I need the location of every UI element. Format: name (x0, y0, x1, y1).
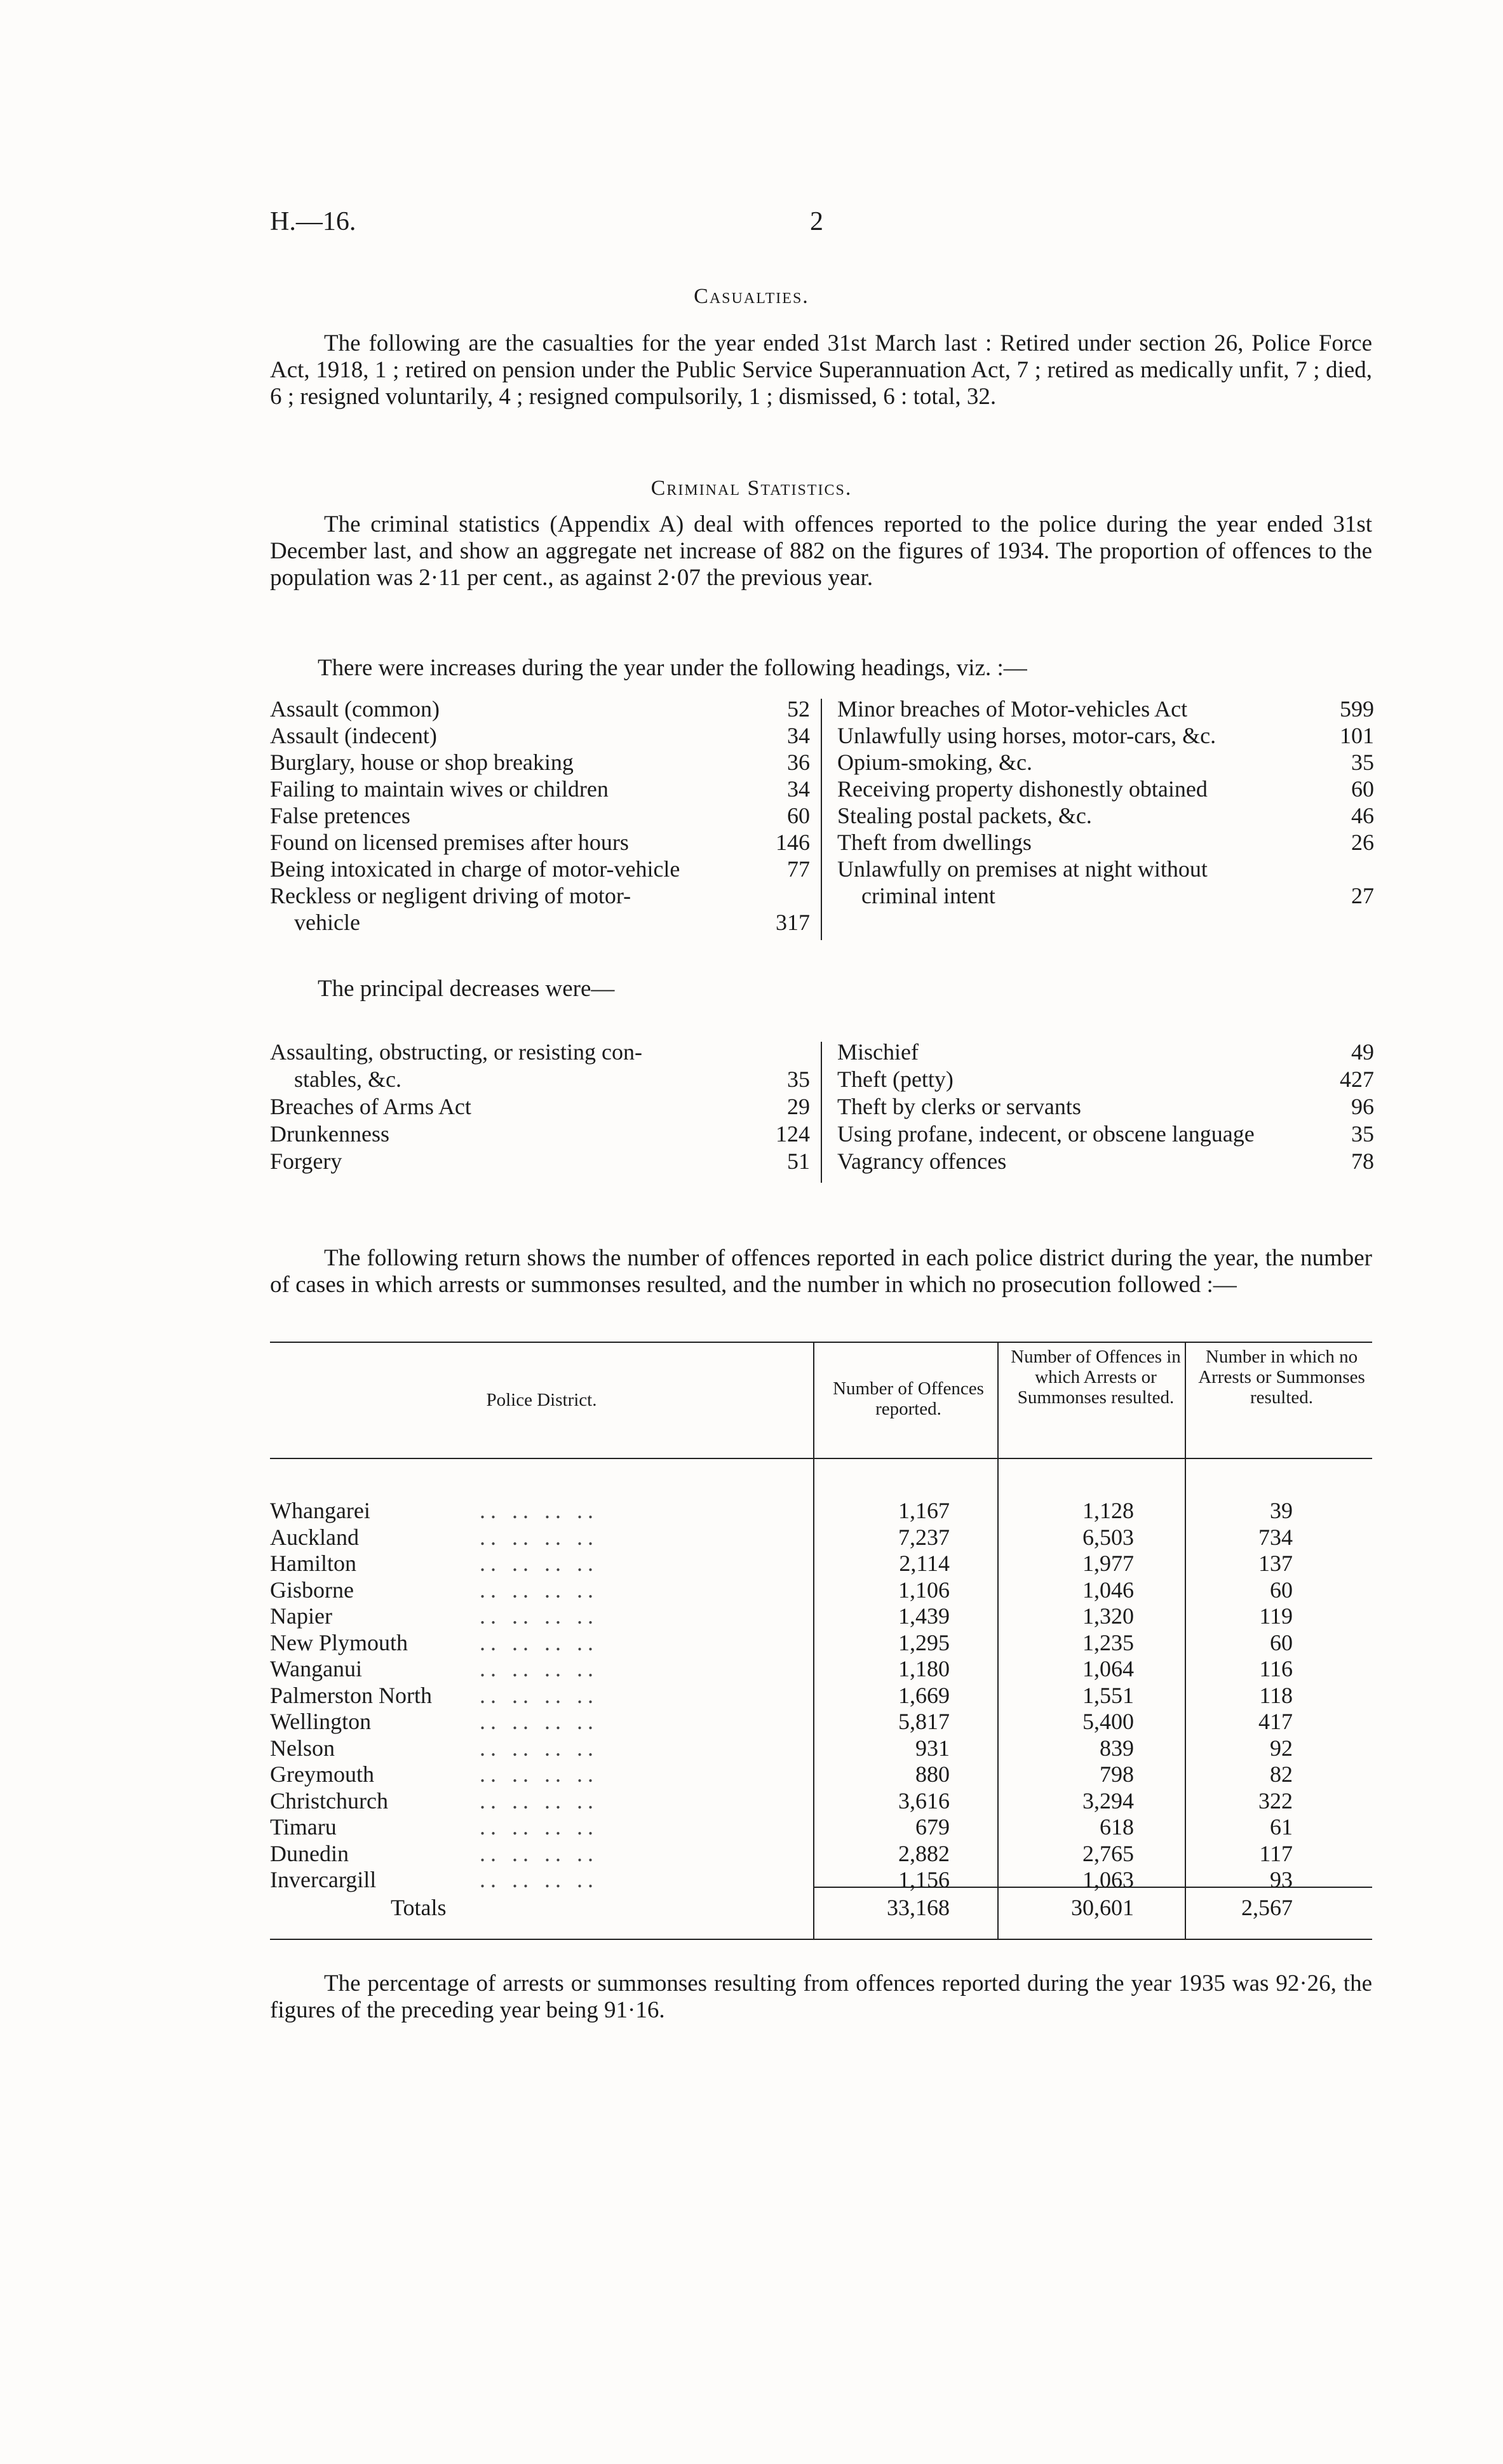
table-cell-no-arrests: 60 (1270, 1577, 1293, 1603)
table-cell-arrests: 1,064 (1082, 1656, 1134, 1681)
criminal-statistics-heading: Criminal Statistics. (650, 476, 853, 500)
table-cell-district: Napier (270, 1603, 332, 1629)
list-item-value: 60 (787, 803, 810, 828)
table-cell-reported: 1,106 (898, 1577, 950, 1603)
table-cell-arrests: 2,765 (1082, 1840, 1134, 1866)
decreases-right-list (837, 1039, 1374, 1191)
list-item-label: Mischief (837, 1039, 919, 1065)
table-cell-arrests: 1,046 (1082, 1577, 1134, 1603)
table-cell-district: Greymouth (270, 1761, 374, 1787)
table-cell-reported: 1,180 (898, 1656, 950, 1681)
list-item (837, 1121, 1374, 1147)
table-cell-no-arrests: 61 (1270, 1814, 1293, 1840)
table-cell-district: Invercargill (270, 1867, 377, 1892)
list-item-label: Failing to maintain wives or children (270, 776, 609, 802)
list-item (270, 1148, 810, 1175)
table-cell-district: Hamilton (270, 1551, 356, 1576)
table-cell-arrests: 1,977 (1082, 1551, 1134, 1576)
table-cell-reported: 1,156 (898, 1867, 950, 1892)
closing-paragraph: The percentage of arrests or summonses resulting from offences reported during the year 1935 was 92·26, the figures of the preceding year being 91·16. (270, 1970, 1372, 2023)
table-cell-reported: 1,669 (898, 1682, 950, 1708)
list-item-label: Using profane, indecent, or obscene language (837, 1121, 1255, 1147)
table-cell-no-arrests: 93 (1270, 1867, 1293, 1892)
table-cell-no-arrests: 137 (1258, 1551, 1293, 1576)
table-cell-district: Palmerston North (270, 1682, 432, 1708)
list-item (837, 1148, 1374, 1175)
list-item (270, 882, 810, 909)
list-item (837, 776, 1374, 802)
decreases-intro: The principal decreases were— (318, 976, 615, 1002)
table-cell-arrests: 1,320 (1082, 1603, 1134, 1629)
list-item (837, 802, 1374, 829)
table-cell-reported: 1,439 (898, 1603, 950, 1629)
table-cell-arrests: 1,128 (1082, 1498, 1134, 1523)
list-item-label-continued: vehicle (294, 910, 360, 935)
list-item-label: Theft by clerks or servants (837, 1094, 1081, 1119)
list-item-label: Minor breaches of Motor-vehicles Act (837, 696, 1188, 722)
table-cell-district: Wanganui (270, 1656, 363, 1681)
table-cell-arrests: 3,294 (1082, 1787, 1134, 1814)
list-item-value: 35 (1351, 750, 1374, 775)
table-cell-arrests: 1,551 (1082, 1682, 1134, 1708)
list-item (270, 1121, 810, 1147)
table-cell-district: Nelson (270, 1735, 335, 1761)
list-item (270, 829, 810, 856)
list-item-value: 49 (1351, 1039, 1374, 1065)
leader-dots: .. .. .. .. (480, 1787, 598, 1814)
leader-dots: .. .. .. .. (480, 1524, 598, 1550)
leader-dots: .. .. .. .. (480, 1761, 598, 1787)
list-item (270, 696, 810, 722)
list-item (270, 1039, 810, 1065)
list-item (270, 722, 810, 749)
list-item (837, 722, 1374, 749)
increases-left-list (270, 696, 810, 950)
leader-dots: .. .. .. .. (480, 1709, 598, 1734)
table-cell-no-arrests: 92 (1270, 1735, 1293, 1761)
list-item-value: 427 (1340, 1067, 1374, 1092)
list-item-value: 51 (787, 1148, 810, 1174)
table-cell-no-arrests: 118 (1259, 1682, 1293, 1708)
list-item-label: Opium-smoking, &c. (837, 750, 1032, 775)
list-item (270, 776, 810, 802)
list-item-label: Assault (indecent) (270, 723, 437, 748)
leader-dots: .. .. .. .. (480, 1867, 598, 1892)
totals-no-arrests: 2,567 (1241, 1895, 1293, 1920)
list-item (270, 1093, 810, 1120)
list-item-continued (837, 882, 1374, 909)
table-cell-arrests: 1,063 (1082, 1867, 1134, 1892)
table-cell-district: New Plymouth (270, 1629, 408, 1655)
page-ref: H.—16. (270, 207, 356, 236)
list-item-value: 27 (1351, 883, 1374, 908)
page-number: 2 (810, 207, 823, 236)
list-item (270, 749, 810, 776)
leader-dots: .. .. .. .. (480, 1603, 598, 1629)
list-item-value: 96 (1351, 1094, 1374, 1119)
list-item-value: 60 (1351, 776, 1374, 802)
table-cell-arrests: 5,400 (1082, 1709, 1134, 1734)
table-cell-reported: 1,167 (898, 1498, 950, 1523)
list-item (837, 696, 1374, 722)
list-item-value: 146 (776, 830, 810, 855)
table-cell-reported: 1,295 (898, 1629, 950, 1655)
criminal-statistics-paragraph: The criminal statistics (Appendix A) deal with offences reported to the police during the year ended 31st December last, and show an aggregate net increase of 882 on the figures of 1934. The proportion of offences to the population was 2·11 per cent., as against 2·07 the previous year. (270, 511, 1372, 591)
decreases-divider (821, 1042, 822, 1183)
list-item-label: Assaulting, obstructing, or resisting con- (270, 1039, 642, 1065)
table-cell-arrests: 798 (1100, 1761, 1134, 1787)
totals-arrests: 30,601 (1071, 1895, 1134, 1920)
table-cell-no-arrests: 39 (1270, 1498, 1293, 1523)
table-cell-reported: 7,237 (898, 1524, 950, 1550)
list-item (837, 829, 1374, 856)
list-item-label: Found on licensed premises after hours (270, 830, 629, 855)
list-item-label: Stealing postal packets, &c. (837, 803, 1092, 828)
table-cell-arrests: 1,235 (1082, 1629, 1134, 1655)
totals-label: Totals (391, 1895, 447, 1920)
table-cell-no-arrests: 116 (1259, 1656, 1293, 1681)
table-cell-district: Dunedin (270, 1840, 349, 1866)
header-police-district: Police District. (486, 1390, 597, 1410)
casualties-heading: Casualties. (694, 285, 809, 308)
list-item-label: Theft (petty) (837, 1067, 954, 1092)
table-body (270, 1334, 1372, 1944)
list-item-value: 317 (776, 910, 810, 935)
leader-dots: .. .. .. .. (480, 1682, 598, 1708)
table-cell-arrests: 839 (1100, 1735, 1134, 1761)
list-item-label-continued: criminal intent (861, 883, 995, 908)
table-cell-district: Wellington (270, 1709, 372, 1734)
offences-table (270, 1334, 1372, 1944)
leader-dots: .. .. .. .. (480, 1814, 598, 1840)
table-cell-arrests: 618 (1100, 1814, 1134, 1840)
list-item-value: 101 (1340, 723, 1374, 748)
table-cell-no-arrests: 734 (1258, 1524, 1293, 1550)
list-item-value: 599 (1340, 696, 1374, 722)
table-cell-no-arrests: 82 (1270, 1761, 1293, 1787)
table-cell-arrests: 6,503 (1082, 1524, 1134, 1550)
leader-dots: .. .. .. .. (480, 1577, 598, 1603)
table-cell-district: Auckland (270, 1524, 359, 1550)
list-item-value: 77 (787, 856, 810, 882)
list-item-label: Unlawfully on premises at night without (837, 856, 1208, 882)
increases-intro: There were increases during the year under the following headings, viz. :— (318, 655, 1027, 681)
table-cell-no-arrests: 117 (1259, 1840, 1293, 1866)
list-item-value: 35 (1351, 1121, 1374, 1147)
header-no-arrests: Number in which no Arrests or Summonses resulted. (1198, 1347, 1365, 1408)
list-item-label: Drunkenness (270, 1121, 389, 1147)
table-cell-reported: 2,114 (899, 1551, 950, 1576)
table-cell-district: Whangarei (270, 1498, 370, 1523)
list-item-value: 26 (1351, 830, 1374, 855)
leader-dots: .. .. .. .. (480, 1656, 598, 1681)
table-cell-reported: 5,817 (898, 1709, 950, 1734)
decreases-left-list (270, 1039, 810, 1191)
list-item-label: Theft from dwellings (837, 830, 1032, 855)
list-item-value: 35 (787, 1067, 810, 1092)
leader-dots: .. .. .. .. (480, 1629, 598, 1655)
table-cell-no-arrests: 417 (1258, 1709, 1293, 1734)
table-cell-reported: 679 (915, 1814, 950, 1840)
list-item (270, 802, 810, 829)
list-item-value: 46 (1351, 803, 1374, 828)
list-item-value: 78 (1351, 1148, 1374, 1174)
table-cell-district: Timaru (270, 1814, 337, 1840)
list-item-value: 52 (787, 696, 810, 722)
list-item-label-continued: stables, &c. (294, 1067, 401, 1092)
list-item (837, 856, 1374, 882)
table-cell-no-arrests: 60 (1270, 1629, 1293, 1655)
table-cell-district: Gisborne (270, 1577, 354, 1603)
list-item-value: 36 (787, 750, 810, 775)
table-cell-reported: 3,616 (898, 1787, 950, 1814)
table-cell-no-arrests: 322 (1258, 1787, 1293, 1814)
list-item-value: 34 (787, 723, 810, 748)
leader-dots: .. .. .. .. (480, 1498, 598, 1523)
header-offences-reported: Number of Offences reported. (833, 1378, 984, 1419)
list-item (837, 1039, 1374, 1065)
header-arrests-resulted: Number of Offences in which Arrests or Summonses resulted. (1011, 1347, 1181, 1408)
table-cell-no-arrests: 119 (1259, 1603, 1293, 1629)
table-cell-district: Christchurch (270, 1787, 388, 1814)
leader-dots: .. .. .. .. (480, 1735, 598, 1761)
list-item-continued (270, 1066, 810, 1093)
list-item-label: Assault (common) (270, 696, 440, 722)
list-item-label: Being intoxicated in charge of motor-vehicle (270, 856, 680, 882)
list-item-label: Forgery (270, 1148, 342, 1174)
return-intro-paragraph: The following return shows the number of offences reported in each police district during the year, the number of cases in which arrests or summonses resulted, and the number in which no prosecution followed :— (270, 1245, 1372, 1298)
list-item-label: Burglary, house or shop breaking (270, 750, 574, 775)
leader-dots: .. .. .. .. (480, 1840, 598, 1866)
table-cell-reported: 880 (915, 1761, 950, 1787)
list-item-label: Breaches of Arms Act (270, 1094, 471, 1119)
table-cell-reported: 931 (915, 1735, 950, 1761)
list-item (837, 1093, 1374, 1120)
list-item-label: Unlawfully using horses, motor-cars, &c. (837, 723, 1217, 748)
totals-reported: 33,168 (887, 1895, 950, 1920)
list-item (837, 1066, 1374, 1093)
list-item-continued (270, 909, 810, 936)
list-item-label: Reckless or negligent driving of motor- (270, 883, 631, 908)
increases-divider (821, 699, 822, 940)
table-cell-reported: 2,882 (898, 1840, 950, 1866)
list-item-label: False pretences (270, 803, 410, 828)
casualties-paragraph: The following are the casualties for the year ended 31st March last : Retired under section 26, Police Force Act, 1918, 1 ; retired on pension under the Public Service Superannuation Act, 7 ; retired as medically unfit, 7 ; died, 6 ; resigned voluntarily, 4 ; resigned compulsorily, 1 ; dismissed, 6 : total, 32. (270, 330, 1372, 410)
leader-dots: .. .. .. .. (480, 1551, 598, 1576)
list-item-value: 34 (787, 776, 810, 802)
list-item (837, 749, 1374, 776)
list-item-value: 29 (787, 1094, 810, 1119)
list-item-label: Receiving property dishonestly obtained (837, 776, 1208, 802)
list-item (270, 856, 810, 882)
increases-right-list (837, 696, 1374, 950)
list-item-value: 124 (776, 1121, 810, 1147)
list-item-label: Vagrancy offences (837, 1148, 1007, 1174)
